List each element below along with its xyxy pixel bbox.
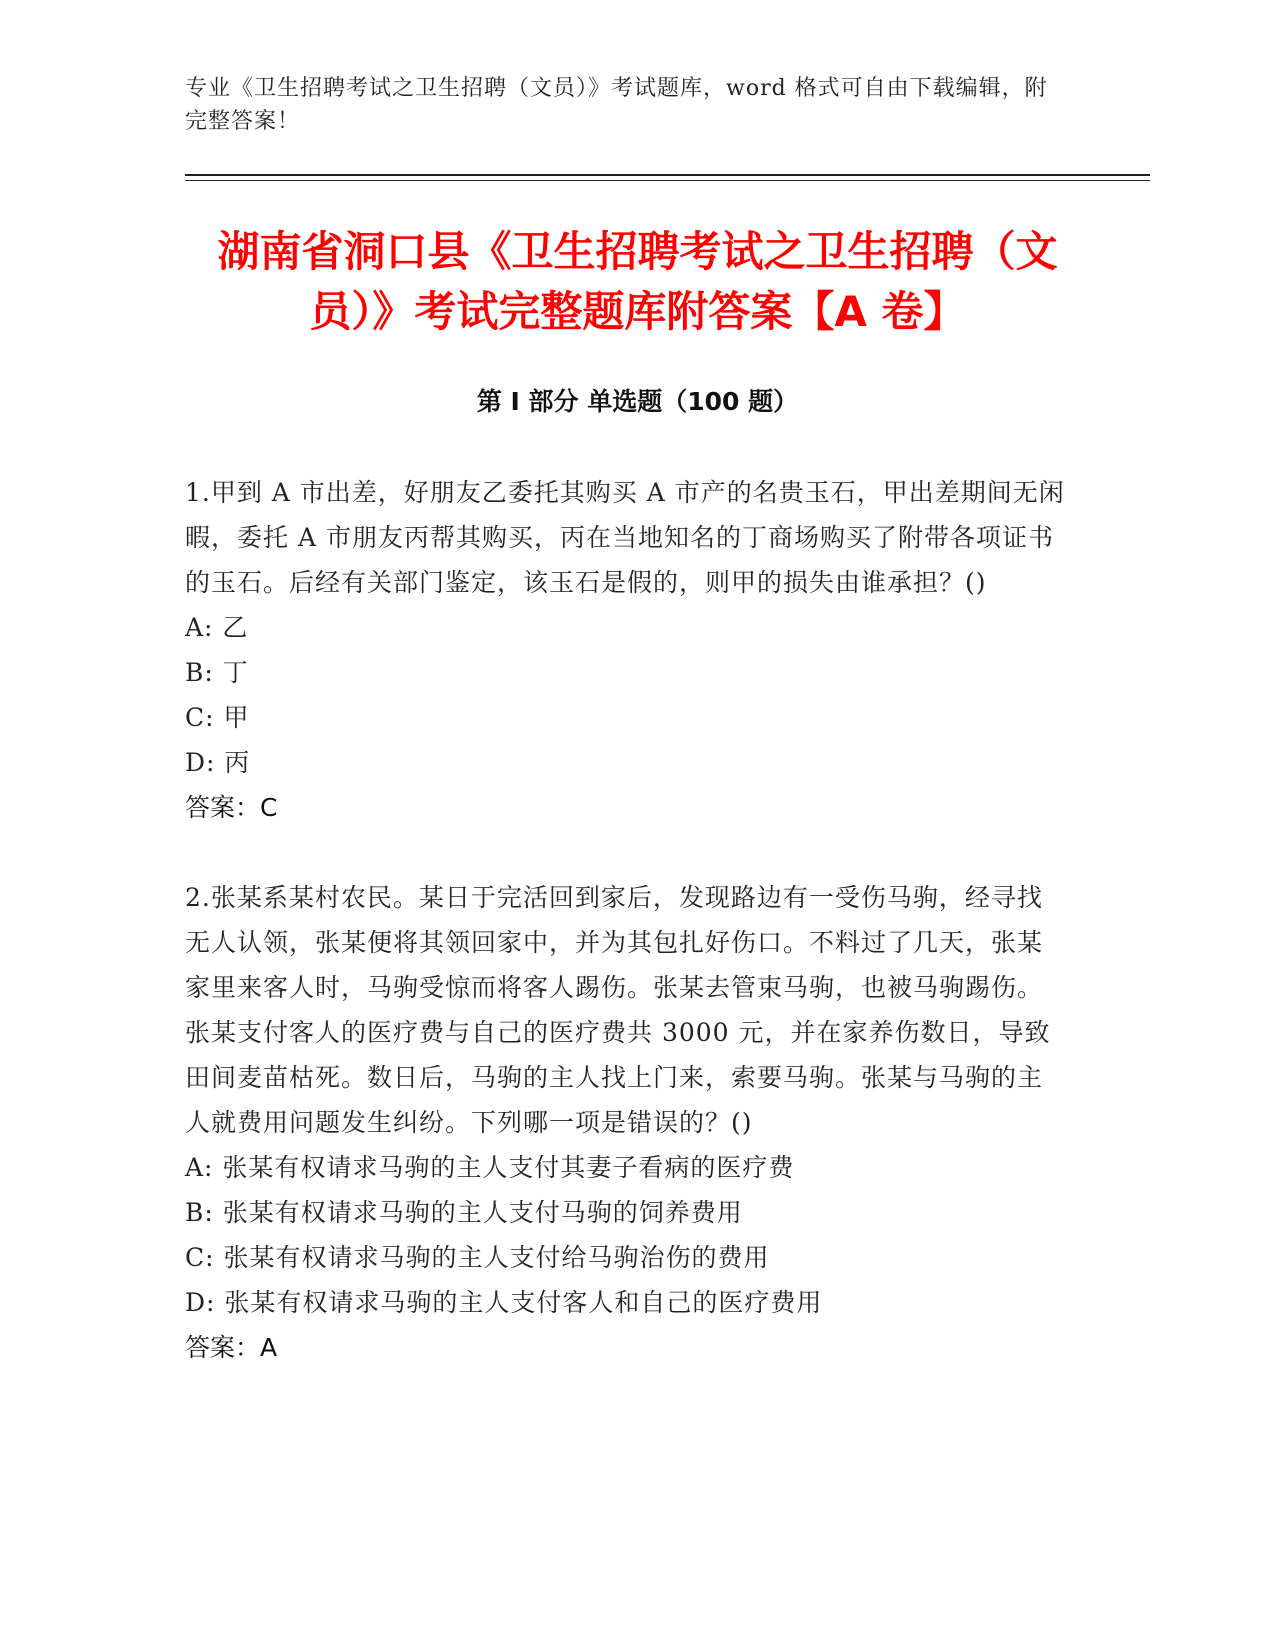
option-b: B: 张某有权请求马驹的主人支付马驹的饲养费用 bbox=[185, 1198, 743, 1227]
document-title: 湖南省洞口县《卫生招聘考试之卫生招聘（文员）》考试完整题库附答案【A 卷】 bbox=[217, 227, 1058, 336]
option-d: D: 张某有权请求马驹的主人支付客人和自己的医疗费用 bbox=[185, 1288, 823, 1317]
option-a: A: 张某有权请求马驹的主人支付其妻子看病的医疗费 bbox=[185, 1153, 795, 1182]
option-c: C: 张某有权请求马驹的主人支付给马驹治伤的费用 bbox=[185, 1243, 770, 1272]
option-a: A: 乙 bbox=[185, 613, 249, 642]
header-note: 专业《卫生招聘考试之卫生招聘（文员）》考试题库，word 格式可自由下载编辑，附完整答案！ bbox=[185, 76, 1048, 134]
option-b: B: 丁 bbox=[185, 658, 249, 687]
option-c: C: 甲 bbox=[185, 703, 250, 732]
question-1 bbox=[185, 470, 1065, 830]
question-list bbox=[185, 470, 1065, 1415]
question-stem: 1.甲到 A 市出差，好朋友乙委托其购买 A 市产的名贵玉石，甲出差期间无闲暇，委托 A 市朋友丙帮其购买，丙在当地知名的丁商场购买了附带各项证书的玉石。后经有关部门鉴定，该玉石是假的，则甲的损失由谁承担？() bbox=[185, 478, 1065, 597]
header-rule-thick bbox=[185, 174, 1150, 176]
question-stem: 2.张某系某村农民。某日于完活回到家后，发现路边有一受伤马驹，经寻找无人认领，张某便将其领回家中，并为其包扎好伤口。不料过了几天，张某家里来客人时，马驹受惊而将客人踢伤。张某去管束马驹，也被马驹踢伤。张某支付客人的医疗费与自己的医疗费共 3000 元，并在家养伤数日，导致田间麦苗枯死。数日后，马驹的主人找上门来，索要马驹。张某与马驹的主人就费用问题发生纠纷。下列哪一项是错误的？() bbox=[185, 883, 1051, 1137]
question-2 bbox=[185, 875, 1065, 1370]
header-rule-thin bbox=[185, 180, 1150, 181]
option-d: D: 丙 bbox=[185, 748, 251, 777]
answer: 答案：C bbox=[185, 793, 278, 822]
answer: 答案：A bbox=[185, 1333, 278, 1362]
section-title: 第 I 部分 单选题（100 题） bbox=[476, 387, 799, 416]
